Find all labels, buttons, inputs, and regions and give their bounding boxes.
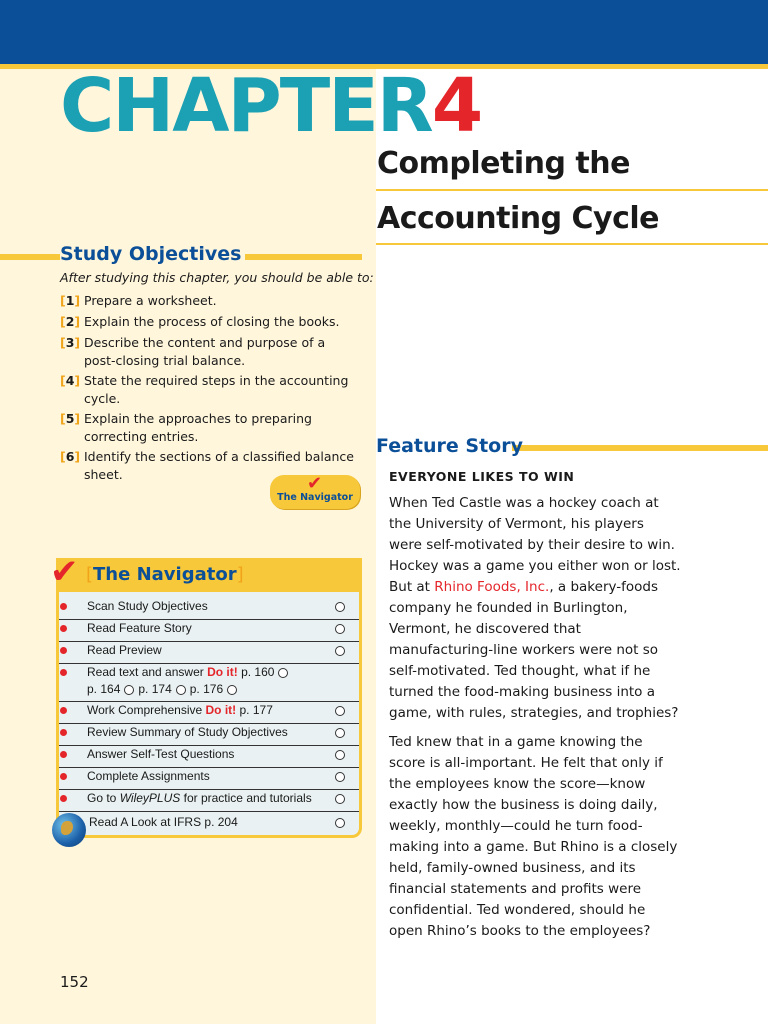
- navigator-item[interactable]: [59, 767, 359, 790]
- checkbox-circle[interactable]: [124, 685, 134, 695]
- objective-item: [60, 334, 360, 370]
- navigator-item-label: Review Summary of Study Objectives: [87, 725, 288, 739]
- navigator-item-label: Answer Self-Test Questions: [87, 747, 235, 761]
- objective-text: State the required steps in the accounting cycle.: [84, 373, 349, 406]
- navigator-item[interactable]: [59, 641, 359, 664]
- checkmark-icon: ✔: [307, 473, 323, 494]
- checkbox-circle[interactable]: [335, 772, 345, 782]
- navigator-item-pages: p. 164 p. 174 p. 176: [87, 682, 241, 696]
- objective-text: Explain the approaches to preparing correcting entries.: [84, 411, 312, 444]
- objective-number: [4]: [60, 373, 81, 388]
- bullet-icon: [60, 625, 67, 632]
- bullet-icon: [60, 751, 67, 758]
- navigator-item[interactable]: [59, 789, 359, 812]
- feature-story-heading: Feature Story: [376, 435, 523, 457]
- top-banner: [0, 0, 768, 64]
- navigator-item-label: Read Feature Story: [87, 621, 192, 635]
- objective-number: [6]: [60, 449, 81, 464]
- feature-story-rule: [512, 445, 768, 451]
- title-rule-1: [376, 189, 768, 191]
- chapter-title-line2: Accounting Cycle: [377, 201, 659, 236]
- navigator-item-label: Go to WileyPLUS for practice and tutorials: [87, 791, 312, 805]
- navigator-item-label: Read text and answer Do it! p. 160: [87, 665, 292, 679]
- bullet-icon: [60, 603, 67, 610]
- objective-number: [2]: [60, 314, 81, 329]
- objective-text: Prepare a worksheet.: [84, 293, 217, 308]
- chapter-title-line1: Completing the: [377, 146, 630, 181]
- objective-item: [60, 292, 360, 310]
- navigator-item-label: Work Comprehensive Do it! p. 177: [87, 703, 273, 717]
- navigator-item[interactable]: [59, 745, 359, 768]
- chapter-heading: [60, 63, 482, 149]
- feature-story-title: EVERYONE LIKES TO WIN: [389, 469, 575, 484]
- globe-icon: [52, 813, 86, 847]
- objective-text: Identify the sections of a classified balance sheet.: [84, 449, 354, 482]
- navigator-item[interactable]: [59, 701, 359, 724]
- navigator-item[interactable]: [59, 663, 359, 702]
- objective-number: [5]: [60, 411, 81, 426]
- bullet-icon: [60, 795, 67, 802]
- objective-text: Explain the process of closing the books.: [84, 314, 340, 329]
- navigator-badge[interactable]: [270, 475, 360, 509]
- navigator-item[interactable]: [59, 723, 359, 746]
- checkbox-circle[interactable]: [176, 685, 186, 695]
- checkbox-circle[interactable]: [335, 794, 345, 804]
- chapter-word: CHAPTER: [60, 63, 432, 149]
- objective-item: [60, 410, 360, 446]
- checkbox-circle[interactable]: [335, 728, 345, 738]
- checkbox-circle[interactable]: [227, 685, 237, 695]
- feature-story-paragraph-2: Ted knew that in a game knowing the score is all-important. He felt that only if the employees know the score—know exactly how the business is doing daily, weekly, monthly—could he turn food-making into a game. But Rhino is a closely held, family-owned business, and its financial statements and profits were confidential. Ted wondered, should he open Rhino’s books to the employees?: [389, 734, 678, 939]
- navigator-item-label: Scan Study Objectives: [87, 599, 208, 613]
- navigator-item[interactable]: [59, 619, 359, 642]
- checkbox-circle[interactable]: [335, 646, 345, 656]
- navigator-header: [50, 552, 362, 592]
- company-name-highlight: Rhino Foods, Inc.: [434, 579, 550, 595]
- bullet-icon: [60, 647, 67, 654]
- bullet-icon: [60, 773, 67, 780]
- navigator-item-label: Read A Look at IFRS p. 204: [89, 815, 238, 829]
- bullet-icon: [60, 669, 67, 676]
- study-objectives-heading: Study Objectives: [60, 243, 245, 265]
- bullet-icon: [60, 729, 67, 736]
- feature-story-paragraph-1: When Ted Castle was a hockey coach at the University of Vermont, his players were self-motivated by their desire to win. Hockey was a game you either won or lost. But at Rhino Foods, Inc., a bakery-foods company he founded in Burlington, Vermont, he discovered that manufacturing-line workers were not so self-motivated. Ted thought, what if he turned the food-making business into a game, with rules, strategies, and trophies?: [389, 495, 681, 721]
- chapter-number: 4: [431, 63, 482, 149]
- checkbox-circle[interactable]: [335, 624, 345, 634]
- objective-text: Describe the content and purpose of a post-closing trial balance.: [84, 335, 326, 368]
- checkbox-circle[interactable]: [335, 750, 345, 760]
- title-rule-2: [376, 243, 768, 245]
- objective-item: [60, 372, 360, 408]
- objective-number: [3]: [60, 335, 81, 350]
- checkbox-circle[interactable]: [335, 602, 345, 612]
- checkbox-circle[interactable]: [335, 818, 345, 828]
- navigator-badge-label: The Navigator: [277, 492, 353, 503]
- navigator-item-label: Complete Assignments: [87, 769, 210, 783]
- checkmark-icon: ✔: [50, 552, 79, 592]
- checkbox-circle[interactable]: [335, 706, 345, 716]
- checkbox-circle[interactable]: [278, 668, 288, 678]
- navigator-title: [The Navigator]: [86, 564, 244, 585]
- page-number: 152: [60, 973, 89, 991]
- study-objectives-intro: After studying this chapter, you should be able to:: [60, 270, 374, 285]
- navigator-item[interactable]: [59, 811, 359, 833]
- objective-item: [60, 313, 360, 331]
- objective-number: [1]: [60, 293, 81, 308]
- bullet-icon: [60, 707, 67, 714]
- navigator-item[interactable]: [59, 597, 359, 620]
- navigator-item-label: Read Preview: [87, 643, 162, 657]
